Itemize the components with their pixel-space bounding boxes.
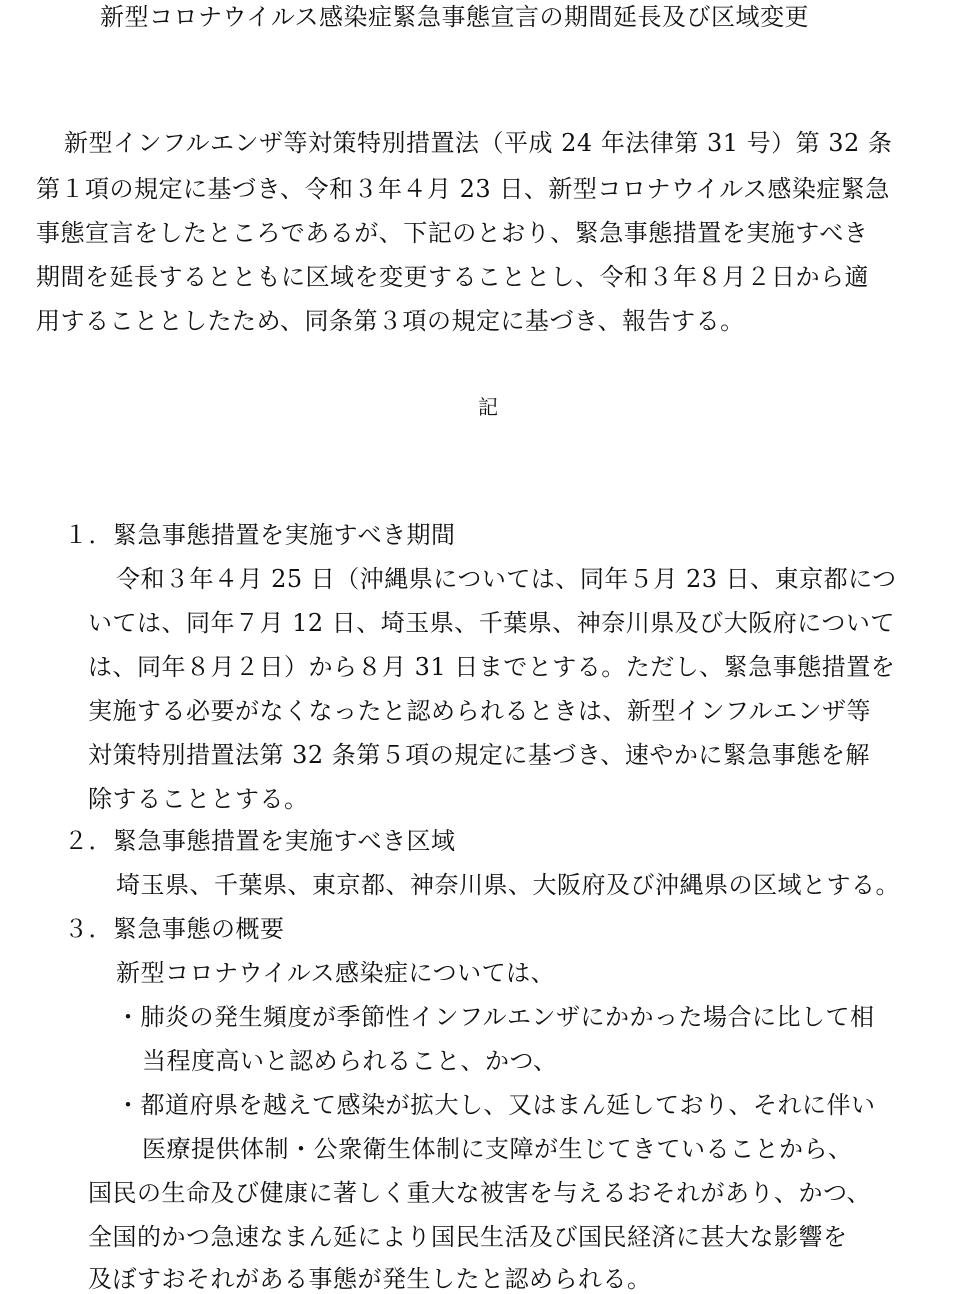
section-line: は、同年８月２日）から８月 31 日までとする。ただし、緊急事態措置を (88, 653, 896, 681)
section-line: 全国的かつ急速なまん延により国民生活及び国民経済に甚大な影響を (88, 1223, 848, 1251)
intro-line: 期間を延長するとともに区域を変更することとし、令和３年８月２日から適 (36, 263, 869, 291)
document-title: 新型コロナウイルス感染症緊急事態宣言の期間延長及び区域変更 (100, 3, 810, 31)
section-line: 除することとする。 (88, 785, 309, 813)
section-line: 国民の生命及び健康に著しく重大な被害を与えるおそれがあり、かつ、 (88, 1179, 872, 1207)
bullet-continuation: 当程度高いと認められること、かつ、 (142, 1047, 558, 1075)
bullet-line: ・肺炎の発生頻度が季節性インフルエンザにかかった場合に比して相 (116, 1003, 875, 1031)
section-line: 対策特別措置法第 32 条第５項の規定に基づき、速やかに緊急事態を解 (88, 741, 870, 769)
section-line: 及ぼすおそれがある事態が発生したと認められる。 (88, 1265, 652, 1293)
section-heading: ３．緊急事態の概要 (64, 915, 285, 943)
intro-line: 新型インフルエンザ等対策特別措置法（平成 24 年法律第 31 号）第 32 条 (64, 129, 893, 157)
ki-label: 記 (478, 395, 499, 419)
section-line: 埼玉県、千葉県、東京都、神奈川県、大阪府及び沖縄県の区域とする。 (116, 871, 900, 899)
intro-line: 用することとしたため、同条第３項の規定に基づき、報告する。 (36, 307, 745, 335)
bullet-line: ・都道府県を越えて感染が拡大し、又はまん延しており、それに伴い (116, 1091, 876, 1119)
section-heading: ２．緊急事態措置を実施すべき区域 (64, 827, 456, 855)
section-line: いては、同年７月 12 日、埼玉県、千葉県、神奈川県及び大阪府について (88, 609, 895, 637)
section-line: 実施する必要がなくなったと認められるときは、新型インフルエンザ等 (88, 697, 872, 725)
intro-line: 第１項の規定に基づき、令和３年４月 23 日、新型コロナウイルス感染症緊急 (36, 175, 890, 203)
section-line: 新型コロナウイルス感染症については、 (116, 959, 556, 987)
section-line: 令和３年４月 25 日（沖縄県については、同年５月 23 日、東京都につ (116, 565, 897, 593)
section-heading: １．緊急事態措置を実施すべき期間 (64, 521, 456, 549)
intro-line: 事態宣言をしたところであるが、下記のとおり、緊急事態措置を実施すべき (36, 219, 869, 247)
bullet-continuation: 医療提供体制・公衆衛生体制に支障が生じてきていることから、 (142, 1135, 853, 1163)
